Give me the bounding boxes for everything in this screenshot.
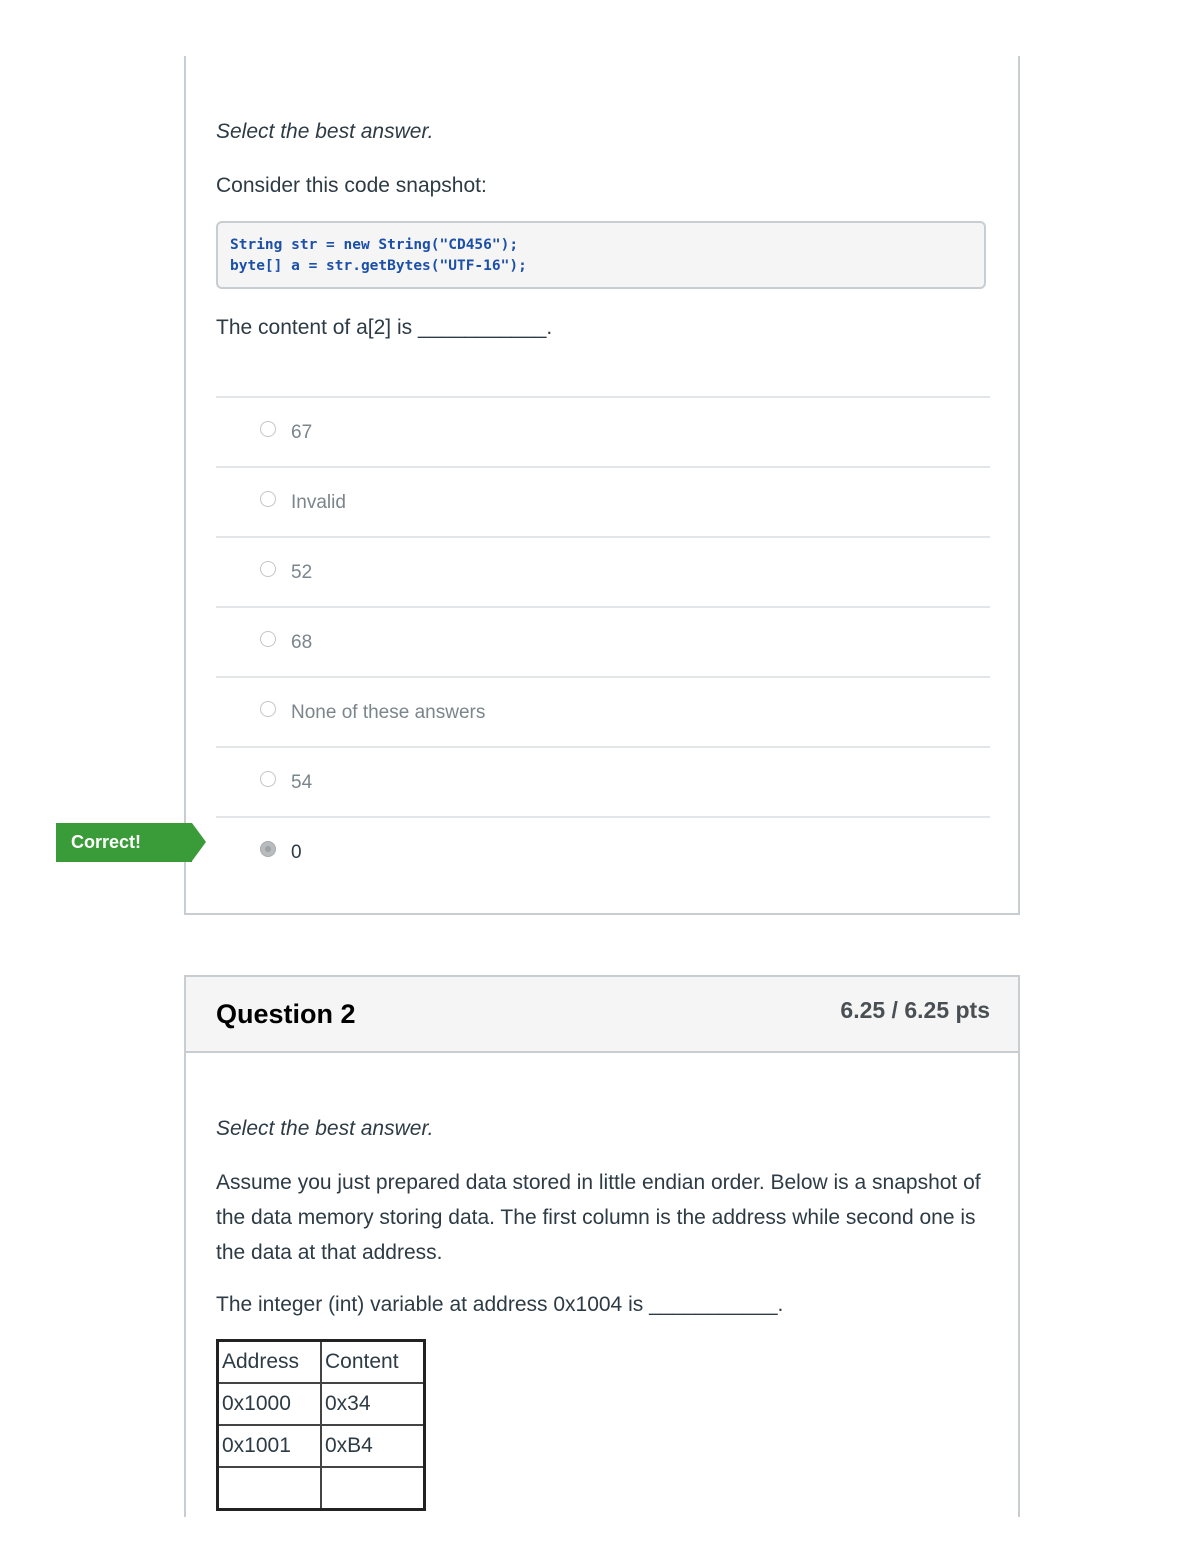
- answer-option[interactable]: [216, 536, 990, 606]
- answer-option[interactable]: [216, 606, 990, 676]
- answer-label: 68: [291, 632, 313, 653]
- radio-button[interactable]: [260, 631, 276, 647]
- radio-button[interactable]: [260, 561, 276, 577]
- answer-option[interactable]: [216, 746, 990, 816]
- code-block: [216, 221, 986, 289]
- answer-label: None of these answers: [291, 702, 486, 723]
- question-header: [186, 977, 1018, 1053]
- answer-list: [216, 396, 990, 886]
- question-text: The integer (int) variable at address 0x1004 is ___________.: [216, 1293, 784, 1316]
- answer-label: 0: [291, 842, 302, 863]
- answer-label: 67: [291, 422, 313, 443]
- table-cell: 0xB4: [321, 1425, 425, 1467]
- radio-button[interactable]: [260, 771, 276, 787]
- table-row: [218, 1383, 425, 1425]
- table-row: [218, 1467, 425, 1510]
- table-cell: 0x1001: [218, 1425, 322, 1467]
- table-header-cell: Address: [218, 1341, 322, 1384]
- answer-option[interactable]: [216, 676, 990, 746]
- table-cell: [218, 1467, 322, 1510]
- radio-button[interactable]: [260, 491, 276, 507]
- question-instruction: Select the best answer.: [216, 120, 434, 143]
- radio-button-selected[interactable]: [260, 841, 276, 857]
- table-row: [218, 1425, 425, 1467]
- question-prompt: Consider this code snapshot:: [216, 174, 487, 197]
- code-line: String str = new String("CD456");: [230, 237, 519, 253]
- code-line: byte[] a = str.getBytes("UTF-16");: [230, 258, 527, 274]
- table-header-row: [218, 1341, 425, 1384]
- table-header-cell: Content: [321, 1341, 425, 1384]
- question-2-panel: [184, 975, 1020, 1517]
- correct-answer-tag: Correct!: [56, 823, 192, 862]
- answer-option-selected[interactable]: [216, 816, 990, 886]
- question-points: 6.25 / 6.25 pts: [840, 997, 990, 1023]
- answer-option[interactable]: [216, 396, 990, 466]
- answer-label: Invalid: [291, 492, 346, 513]
- question-1-panel: [184, 56, 1020, 915]
- table-cell: 0x1000: [218, 1383, 322, 1425]
- answer-label: 54: [291, 772, 313, 793]
- question-title: Question 2: [216, 999, 356, 1029]
- answer-label: 52: [291, 562, 313, 583]
- radio-button[interactable]: [260, 421, 276, 437]
- table-cell: 0x34: [321, 1383, 425, 1425]
- answer-option[interactable]: [216, 466, 990, 536]
- question-paragraph: Assume you just prepared data stored in little endian order. Below is a snapshot of the data memory storing data. The first column is the address while second one is the data at that address.: [216, 1171, 981, 1264]
- table-cell: [321, 1467, 425, 1510]
- memory-table: [216, 1339, 426, 1511]
- question-text: The content of a[2] is ___________.: [216, 316, 553, 339]
- question-instruction: Select the best answer.: [216, 1117, 434, 1140]
- radio-button[interactable]: [260, 701, 276, 717]
